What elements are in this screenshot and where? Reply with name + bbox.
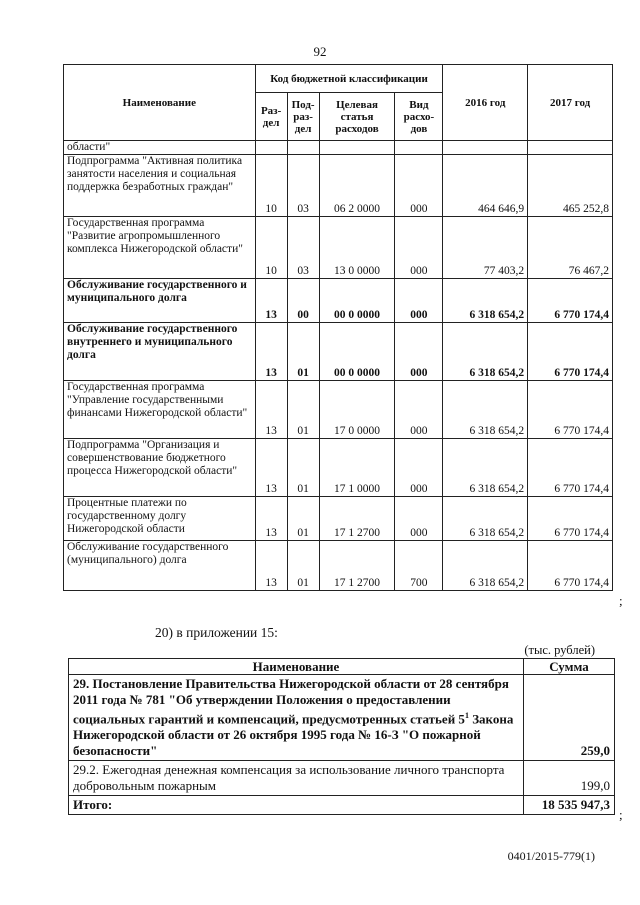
header-sum: Сумма [524,659,615,675]
cell-subsection: 01 [287,439,319,497]
cell-type: 000 [395,381,443,439]
trailing-semicolon: ; [619,807,623,822]
header-subsection: Под-раз-дел [287,93,319,141]
header-type: Вид расхо-дов [395,93,443,141]
row-name: 29.2. Ежегодная денежная компенсация за использование личного транспорта добровольным пожарным [69,761,524,796]
cell-name: Государственная программа "Управление государственными финансами Нижегородской области" [64,381,256,439]
cell-y2017: 6 770 174,4 [528,497,613,541]
header-2016: 2016 год [443,65,528,141]
cell-target: 17 1 2700 [319,497,395,541]
table-row [64,497,613,541]
cell-section: 10 [255,155,287,217]
cell-subsection: 03 [287,155,319,217]
cell-type: 000 [395,217,443,279]
cell-section: 10 [255,217,287,279]
cell-name: области" [64,141,256,155]
cell-target: 17 1 2700 [319,541,395,591]
appendix-intro: 20) в приложении 15: [155,625,278,640]
cell-y2017: 6 770 174,4 [528,323,613,381]
header-section: Раз-дел [255,93,287,141]
cell-target: 00 0 0000 [319,323,395,381]
cell-y2016: 6 318 654,2 [443,279,528,323]
cell-y2017: 6 770 174,4 [528,541,613,591]
table-row [64,155,613,217]
cell-name: Подпрограмма "Организация и совершенствование бюджетного процесса Нижегородской области" [64,439,256,497]
cell-y2016: 6 318 654,2 [443,323,528,381]
cell-y2017: 6 770 174,4 [528,439,613,497]
cell-y2017: 465 252,8 [528,155,613,217]
table-row [69,761,615,796]
cell-y2016 [443,141,528,155]
cell-target: 17 0 0000 [319,381,395,439]
cell-subsection: 01 [287,497,319,541]
cell-y2017: 6 770 174,4 [528,381,613,439]
header-2017: 2017 год [528,65,613,141]
row-sum: 199,0 [524,761,615,796]
document-id: 0401/2015-779(1) [507,849,595,863]
cell-subsection: 03 [287,217,319,279]
cell-y2016: 6 318 654,2 [443,541,528,591]
cell-name: Процентные платежи по государственному долгу Нижегородской области [64,497,256,541]
cell-name: Обслуживание государственного внутреннего и муниципального долга [64,323,256,381]
table-row [64,279,613,323]
total-row [69,796,615,815]
cell-target: 13 0 0000 [319,217,395,279]
cell-type [395,141,443,155]
table-row [64,217,613,279]
cell-subsection: 01 [287,541,319,591]
cell-subsection: 01 [287,381,319,439]
table-row [64,541,613,591]
table-row [64,141,613,155]
table-row [69,675,615,761]
row-sum: 259,0 [524,675,615,761]
total-label: Итого: [69,796,524,815]
cell-name: Обслуживание государственного и муниципального долга [64,279,256,323]
cell-type: 000 [395,155,443,217]
cell-target [319,141,395,155]
cell-section [255,141,287,155]
total-sum: 18 535 947,3 [524,796,615,815]
trailing-semicolon: ; [619,593,623,608]
cell-y2017: 6 770 174,4 [528,279,613,323]
cell-section: 13 [255,541,287,591]
budget-table [63,64,613,591]
cell-name: Подпрограмма "Активная политика занятости населения и социальная поддержка безработных граждан" [64,155,256,217]
cell-y2016: 6 318 654,2 [443,439,528,497]
cell-y2016: 464 646,9 [443,155,528,217]
cell-y2016: 6 318 654,2 [443,497,528,541]
cell-y2017: 76 467,2 [528,217,613,279]
cell-section: 13 [255,439,287,497]
cell-type: 700 [395,541,443,591]
header-name: Наименование [69,659,524,675]
table-row [64,439,613,497]
cell-name: Государственная программа "Развитие агропромышленного комплекса Нижегородской области" [64,217,256,279]
cell-type: 000 [395,439,443,497]
appendix-table [68,658,615,815]
cell-section: 13 [255,279,287,323]
cell-subsection: 01 [287,323,319,381]
header-code-group: Код бюджетной классификации [255,65,443,93]
page-number: 92 [313,44,327,59]
cell-target: 00 0 0000 [319,279,395,323]
header-target: Целевая статья расходов [319,93,395,141]
cell-type: 000 [395,279,443,323]
cell-y2016: 77 403,2 [443,217,528,279]
row-name: 29. Постановление Правительства Нижегородской области от 28 сентября 2011 года № 781 "Об утверждении Положения о предоставлении социальных гарантий и компенсаций, предусмотренных статьей $5^1$ Закона Нижегородской области от 26 октября 1995 года № 16-З "О пожарной безопасности" [69,675,524,761]
table-row [64,323,613,381]
unit-label: (тыс. рублей) [524,643,595,657]
cell-subsection [287,141,319,155]
cell-section: 13 [255,323,287,381]
cell-target: 06 2 0000 [319,155,395,217]
header-name: Наименование [64,65,256,141]
table-row [64,381,613,439]
cell-type: 000 [395,497,443,541]
cell-target: 17 1 0000 [319,439,395,497]
cell-section: 13 [255,381,287,439]
cell-type: 000 [395,323,443,381]
cell-section: 13 [255,497,287,541]
cell-y2017 [528,141,613,155]
cell-y2016: 6 318 654,2 [443,381,528,439]
cell-subsection: 00 [287,279,319,323]
cell-name: Обслуживание государственного (муниципального) долга [64,541,256,591]
